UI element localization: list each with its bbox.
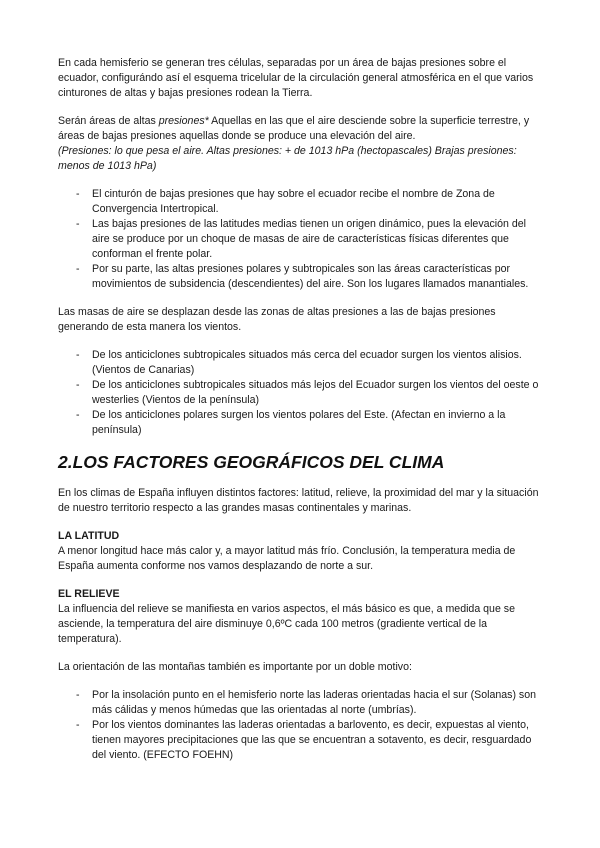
orientacion-paragraph: La orientación de las montañas también es importante por un doble motivo:: [58, 661, 412, 673]
list-item: - Por la insolación punto en el hemisferio norte las laderas orientadas hacia el sur (Solanas) son más cálidas y menos húmedas que las orientadas al norte (umbrías).: [58, 688, 542, 718]
list-item: - Por su parte, las altas presiones polares y subtropicales son las áreas características por movimientos de subsidencia (descendientes) del aire. Son los lugares llamados manantiales.: [58, 262, 542, 292]
orientacion-list: [58, 688, 542, 763]
intro-paragraph: En cada hemisferio se generan tres células, separadas por un área de bajas presiones sobre el ecuador, configurándo así el esquema tricelular de la circulación general atmosférica en el que varios cinturones de altas y bajas presiones rodean la Tierra.: [58, 57, 534, 99]
presiones-note: (Presiones: lo que pesa el aire. Altas presiones: + de 1013 hPa (hectopascales) Brajas presiones: menos de 1013 hPa): [58, 145, 517, 172]
list-item: - Las bajas presiones de las latitudes medias tienen un origen dinámico, pues la elevación del aire se produce por un choque de masas de aire de características físicas diferentes que conforman el frente polar.: [58, 217, 542, 262]
masas-paragraph: Las masas de aire se desplazan desde las zonas de altas presiones a las de bajas presiones generando de esta manera los vientos.: [58, 306, 496, 333]
latitud-heading: LA LATITUD: [58, 530, 120, 542]
presiones-list: [58, 187, 542, 292]
list-item: - De los anticiclones polares surgen los vientos polares del Este. (Afectan en invierno a la península): [58, 408, 542, 438]
presiones-term: presiones*: [158, 115, 209, 127]
list-item: - El cinturón de bajas presiones que hay sobre el ecuador recibe el nombre de Zona de Convergencia Intertropical.: [58, 187, 542, 217]
list-item: - De los anticiclones subtropicales situados más lejos del Ecuador surgen los vientos del oeste o westerlies (Vientos de la península): [58, 378, 542, 408]
presiones-text-before: Serán áreas de altas: [58, 115, 159, 127]
presiones-paragraph: [58, 114, 542, 144]
section-title: 2.LOS FACTORES GEOGRÁFICOS DEL CLIMA: [58, 452, 445, 472]
relieve-heading: EL RELIEVE: [58, 588, 120, 600]
vientos-list: [58, 348, 542, 438]
list-item: - De los anticiclones subtropicales situados más cerca del ecuador surgen los vientos alisios. (Vientos de Canarias): [58, 348, 542, 378]
relieve-paragraph: La influencia del relieve se manifiesta en varios aspectos, el más básico es que, a medida que se asciende, la temperatura del aire disminuye 0,6ºC cada 100 metros (gradiente vertical de la temperatura).: [58, 603, 515, 645]
latitud-paragraph: A menor longitud hace más calor y, a mayor latitud más frío. Conclusión, la temperatura media de España aumenta conforme nos vamos desplazando de norte a sur.: [58, 545, 516, 572]
presiones-text-after: Aquellas en las que el aire desciende sobre la superficie terrestre, y áreas de bajas presiones aquellas donde se produce una elevación del aire.: [58, 115, 530, 142]
list-item: - Por los vientos dominantes las laderas orientadas a barlovento, es decir, expuestas al viento, tienen mayores precipitaciones que las que se encuentran a sotavento, es decir, resguardado del viento. (EFECTO FOEHN): [58, 718, 542, 763]
document-page: [58, 56, 542, 763]
factores-paragraph: En los climas de España influyen distintos factores: latitud, relieve, la proximidad del mar y la situación de nuestro territorio respecto a las grandes masas continentales y marinas.: [58, 487, 539, 514]
